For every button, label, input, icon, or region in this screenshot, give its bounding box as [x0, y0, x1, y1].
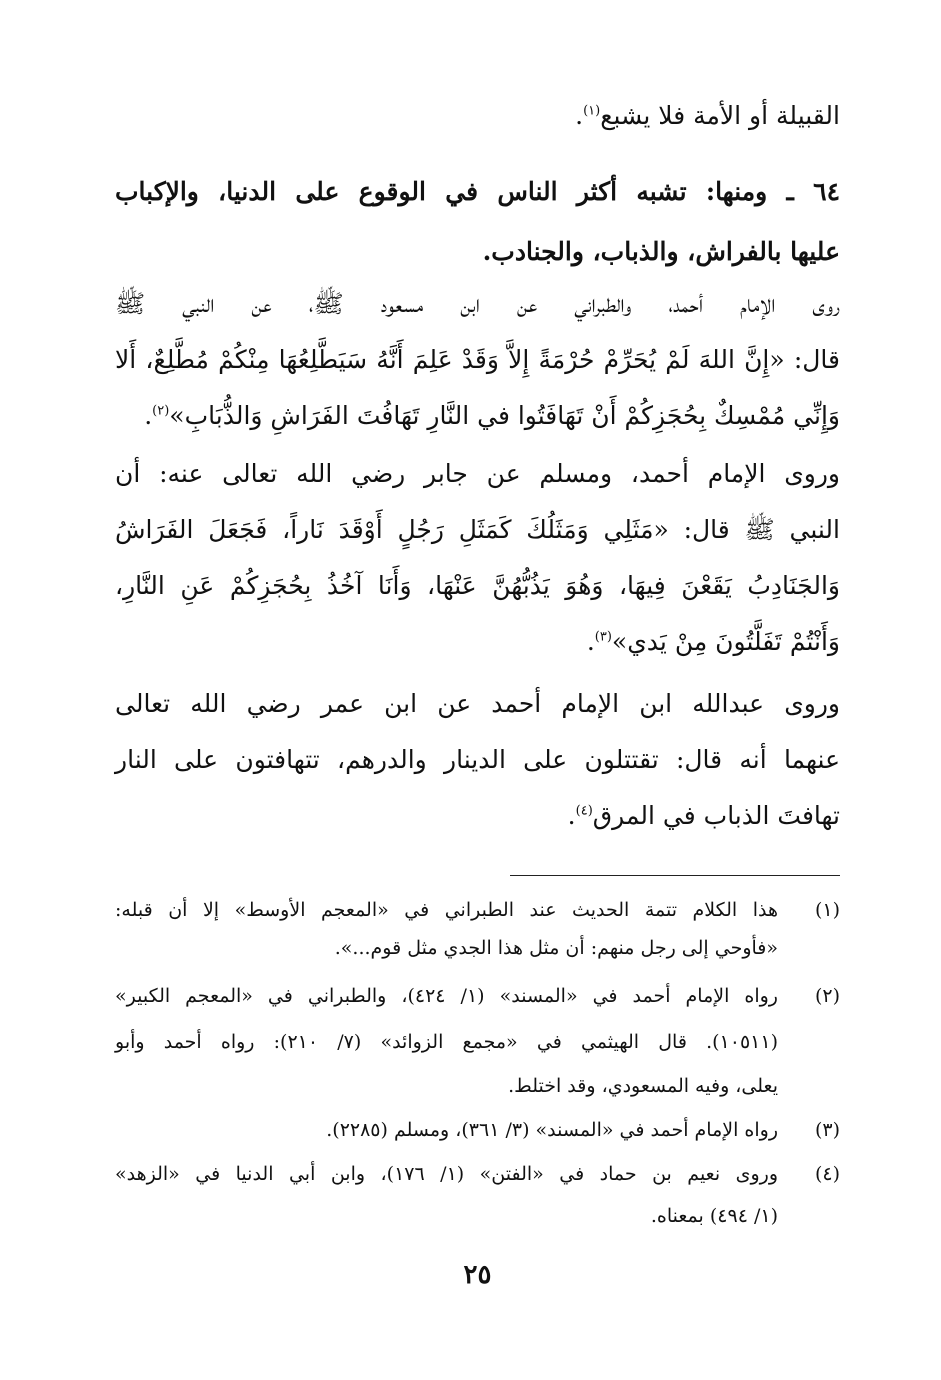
heading-line-2: عليها بالفراش، والذباب، والجنادب.	[482, 237, 840, 266]
paragraph-4-line-3	[115, 792, 840, 840]
paragraph-2-end: .	[144, 401, 153, 430]
footnote-ref-4: (٤)	[575, 803, 593, 819]
footnote-3-line-1: رواه الإمام أحمد في «المسند» (٣/ ٣٦١)، ومسلم (٢٢٨٥).	[326, 1119, 778, 1141]
paragraph-2-line-3-text: وَإِنِّي مُمْسِكٌ بِحُجَزِكُمْ أَنْ تَهَافَتُوا في النَّارِ تَهَافُتَ الفَرَاشِ وَالذُّبَابِ»	[169, 401, 840, 430]
footnote-1-line-1: هذا الكلام تتمة الحديث عند الطبراني في «المعجم الأوسط» إلا أن قبله:	[115, 899, 778, 921]
paragraph-2-line-1: روى الإمام أحمد، والطبراني عن ابن مسعود ﷺ، عن النبي ﷺ	[115, 289, 840, 318]
footnote-2-line-2: (١٠٥١١). قال الهيثمي في «مجمع الزوائد» (٧/ ٢١٠): رواه أحمد وأبو	[115, 1031, 778, 1053]
footnote-4-line-2: (١/ ٤٩٤) بمعناه.	[650, 1205, 778, 1227]
paragraph-4-end: .	[567, 801, 576, 830]
paragraph-3-line-3: وَالجَنَادِبُ يَقَعْنَ فِيهَا، وَهُوَ يَذُبُّهُنَّ عَنْهَا، وَأَنَا آخُذُ بِحُجَزِكُمْ عَنِ النَّارِ،	[115, 571, 840, 600]
paragraph-3-line-2: النبي ﷺ قال: «مَثَلِي وَمَثَلُكَ كَمَثَلِ رَجُلٍ أَوْقَدَ نَاراً، فَجَعَلَ الفَرَاشُ	[115, 515, 840, 544]
footnote-2-line-3: يعلى، وفيه المسعودي، وقد اختلط.	[508, 1075, 778, 1097]
footnote-ref-3: (٣)	[594, 629, 612, 645]
paragraph-3-end: .	[586, 627, 595, 656]
paragraph-2-line-3	[115, 392, 840, 440]
paragraph-2-line-2: قال: «إِنَّ اللهَ لَمْ يُحَرِّمْ حُرْمَةً إِلاَّ وَقَدْ عَلِمَ أَنَّهُ سَيَطَّلِعُهَا مِنْكُمْ مُطَّلِعٌ، أَلا	[115, 345, 840, 374]
footnote-separator	[510, 875, 840, 876]
paragraph-1-line-1	[115, 92, 840, 140]
paragraph-4-line-3-text: تهافتَ الذباب في المرق	[592, 801, 840, 830]
paragraph-3-line-4-text: وَأَنْتُمْ تَفَلَّتُونَ مِنْ يَدي»	[611, 627, 840, 656]
heading-line-1: ٦٤ ـ ومنها: تشبه أكثر الناس في الوقوع على الدنيا، والإكباب	[115, 177, 840, 206]
paragraph-4-line-1: وروى عبدالله ابن الإمام أحمد عن ابن عمر رضي الله تعالى	[115, 689, 840, 718]
paragraph-4-line-2: عنهما أنه قال: تقتتلون على الدينار والدرهم، تتهافتون على النار	[115, 745, 840, 774]
paragraph-1-text: القبيلة أو الأمة فلا يشبع	[600, 101, 840, 130]
footnote-3-number: (٣)	[814, 1119, 840, 1141]
footnote-ref-2: (٢)	[152, 403, 170, 419]
book-page	[115, 80, 840, 1320]
footnote-2-line-1: رواه الإمام أحمد في «المسند» (١/ ٤٢٤)، والطبراني في «المعجم الكبير»	[115, 985, 778, 1007]
footnote-1-number: (١)	[814, 899, 840, 921]
paragraph-3-line-1: وروى الإمام أحمد، ومسلم عن جابر رضي الله تعالى عنه: أن	[115, 459, 840, 488]
page-number: ٢٥	[463, 1260, 492, 1290]
footnote-4-number: (٤)	[814, 1163, 840, 1185]
footnote-1-line-2: «فأوحي إلى رجل منهم: أن مثل هذا الجدي مثل قوم...».	[334, 937, 778, 959]
footnote-2-number: (٢)	[814, 985, 840, 1007]
footnote-4-line-1: وروى نعيم بن حماد في «الفتن» (١/ ١٧٦)، وابن أبي الدنيا في «الزهد»	[115, 1163, 778, 1185]
paragraph-3-line-4	[115, 618, 840, 666]
paragraph-1-end: .	[575, 101, 584, 130]
footnote-ref-1: (١)	[583, 103, 601, 119]
